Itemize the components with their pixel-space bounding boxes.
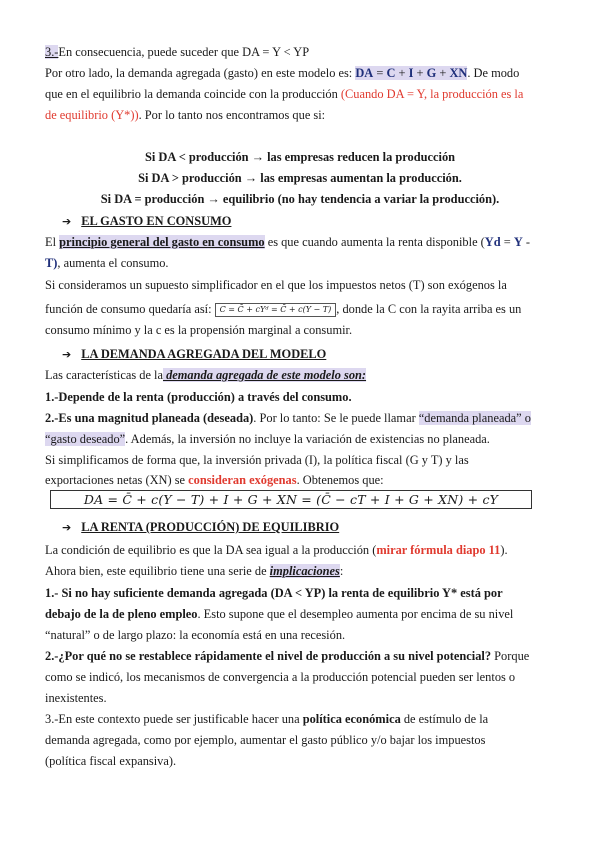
renta-line-11: (política fiscal expansiva).	[45, 754, 177, 768]
paragraph-demand-line-1: Por otro lado, la demanda agregada (gasto) en este modelo es: DA = C + I + G + XN. De modo	[45, 66, 520, 80]
da-formula-inline: DA = C + I + G + XN	[355, 66, 468, 80]
consumo-line-5: consumo mínimo y la c es la propensión marginal a consumir.	[45, 323, 353, 337]
consumo-line-2: T), aumenta el consumo.	[45, 256, 169, 270]
renta-line-2: Ahora bien, este equilibrio tiene una serie de implicaciones:	[45, 564, 344, 578]
demanda-line-5: Si simplificamos de forma que, la inversión privada (I), la política fiscal (G y T) y las	[45, 453, 469, 467]
paragraph-consequence: 3.-En consecuencia, puede suceder que DA = Y < YP	[45, 45, 310, 59]
paragraph-demand-line-2: que en el equilibrio la demanda coincide con la producción (Cuando DA = Y, la producción es la	[45, 87, 524, 101]
paragraph-demand-line-3: de equilibrio (Y*)). Por lo tanto nos encontramos que si:	[45, 108, 326, 122]
section-heading-renta: ➔ LA RENTA (PRODUCCIÓN) DE EQUILIBRIO	[62, 518, 339, 537]
section-heading-consumo: ➔ EL GASTO EN CONSUMO	[62, 212, 231, 231]
renta-line-5: “natural” o de largo plazo: la economía está en una recesión.	[45, 628, 346, 642]
renta-line-1: La condición de equilibrio es que la DA sea igual a la producción (mirar fórmula diapo 11).	[45, 543, 508, 557]
arrow-icon: ➔	[62, 215, 72, 228]
rule-da-less: Si DA < producción → las empresas reducen la producción	[144, 150, 456, 164]
renta-item-3: 3.-En este contexto puede ser justificable hacer una política económica de estímulo de la	[45, 712, 489, 726]
rule-da-greater: Si DA > producción → las empresas aumentan la producción.	[138, 171, 462, 185]
section-heading-demanda: ➔ LA DEMANDA AGREGADA DEL MODELO	[62, 345, 326, 364]
rule-da-equal: Si DA = producción → equilibrio (no hay tendencia a variar la producción).	[100, 192, 500, 206]
arrow-icon: ➔	[62, 348, 72, 361]
consumption-formula: C = C̄ + cYᵈ = C̄ + c(Y − T)	[215, 303, 337, 317]
renta-item-2: 2.-¿Por qué no se restablece rápidamente el nivel de producción a su nivel potencial? Porque	[45, 649, 530, 663]
arrow-icon: ➔	[62, 521, 72, 534]
renta-line-10: demanda agregada, como por ejemplo, aumentar el gasto público y/o bajar los impuestos	[45, 733, 486, 747]
demanda-item-1: 1.-Depende de la renta (producción) a través del consumo.	[45, 390, 352, 404]
renta-line-8: inexistentes.	[45, 691, 107, 705]
demanda-line-6: exportaciones netas (XN) se consideran exógenas. Obtenemos que:	[45, 473, 384, 487]
aggregate-demand-formula: DA = C̄ + c(Y − T) + I + G + XN = (C̄ − cT + I + G + XN) + cY	[50, 490, 532, 509]
consumo-line-4: función de consumo quedaría así: C = C̄ + cYᵈ = C̄ + c(Y − T) , donde la C con la rayita arriba es un	[45, 302, 522, 316]
item-number: 3.-	[45, 45, 59, 59]
demanda-item-2: 2.-Es una magnitud planeada (deseada). Por lo tanto: Se le puede llamar “demanda planeada” o	[45, 411, 531, 425]
renta-item-1: 1.- Si no hay suficiente demanda agregada (DA < YP) la renta de equilibrio Y* está por	[45, 586, 503, 600]
demanda-line-1: Las características de la demanda agregada de este modelo son:	[45, 368, 367, 382]
renta-line-7: como se indicó, los mecanismos de convergencia a la producción potencial pueden ser lentos o	[45, 670, 516, 684]
consumo-line-3: Si consideramos un supuesto simplificador en el que los impuestos netos (T) son exógenos la	[45, 278, 507, 292]
demanda-line-4: “gasto deseado”. Además, la inversión no incluye la variación de existencias no planeada.	[45, 432, 490, 446]
consumo-line-1: El principio general del gasto en consumo es que cuando aumenta la renta disponible (Yd = Y -	[45, 235, 531, 249]
renta-line-4: debajo de la de pleno empleo. Esto supone que el desempleo aumenta por encima de su nivel	[45, 607, 514, 621]
